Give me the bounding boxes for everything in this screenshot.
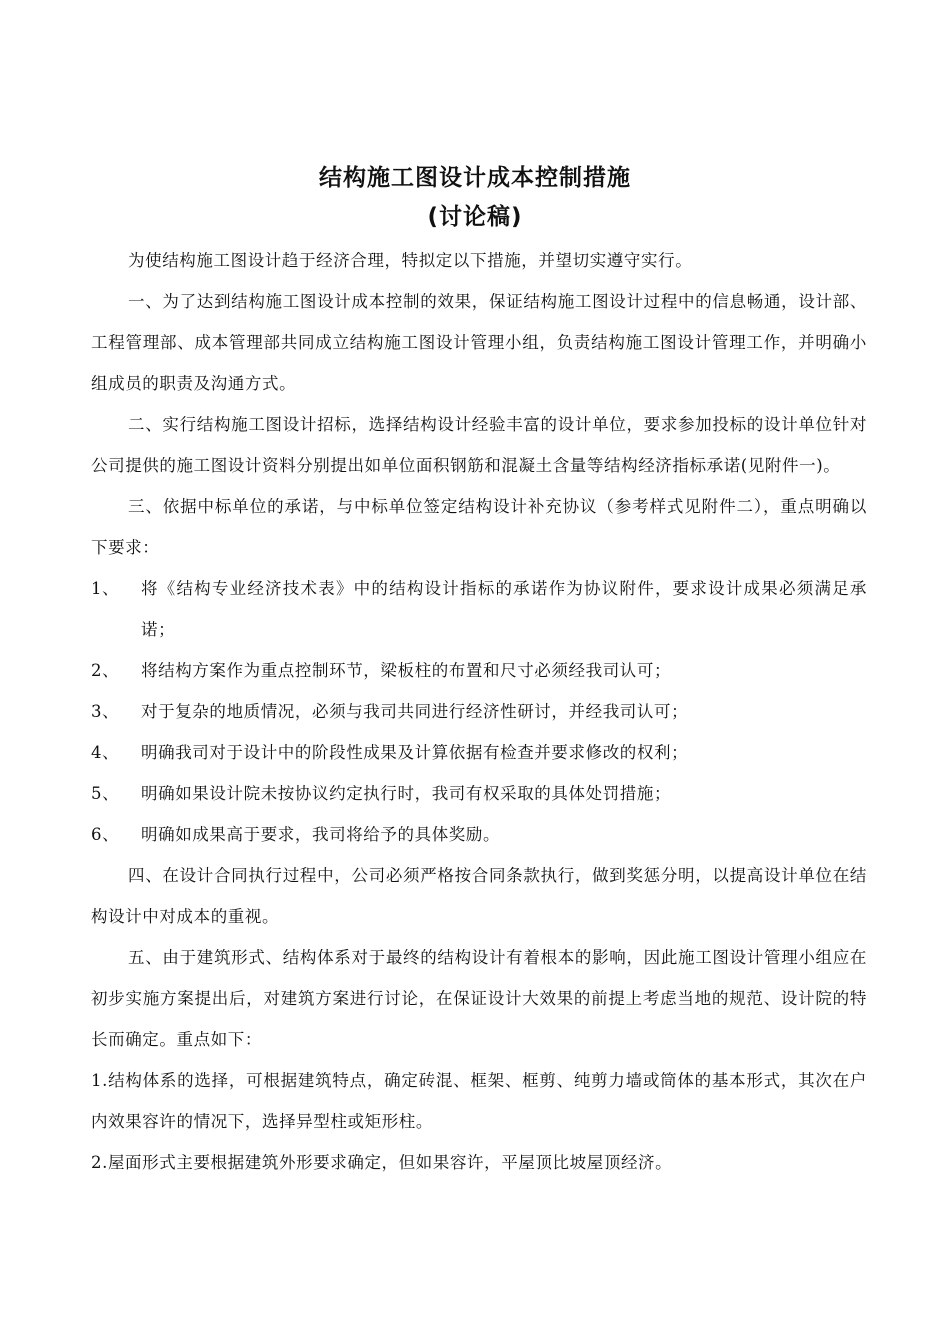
list-item [91,773,867,814]
list-item-number: 4、 [91,743,120,762]
list-item-number: 5、 [91,784,120,803]
section-4-paragraph: 四、在设计合同执行过程中，公司必须严格按合同条款执行，做到奖惩分明，以提高设计单位在结构设计中对成本的重视。 [91,866,867,926]
list-item-text: 明确我司对于设计中的阶段性成果及计算依据有检查并要求修改的权利； [141,743,689,762]
list-item-text: 明确如成果高于要求，我司将给予的具体奖励。 [141,825,501,844]
document-title: 结构施工图设计成本控制措施 [319,165,631,191]
section-5-paragraph: 五、由于建筑形式、结构体系对于最终的结构设计有着根本的影响，因此施工图设计管理小组应在初步实施方案提出后，对建筑方案进行讨论，在保证设计大效果的前提上考虑当地的规范、设计院的特长而确定。重点如下： [91,948,867,1049]
list-item [91,732,867,773]
section-3-paragraph: 三、依据中标单位的承诺，与中标单位签定结构设计补充协议（参考样式见附件二），重点明确以下要求： [91,497,867,557]
intro-paragraph: 为使结构施工图设计趋于经济合理，特拟定以下措施，并望切实遵守实行。 [128,251,693,270]
list-item-number: 1、 [91,579,120,598]
list-item-text: 将《结构专业经济技术表》中的结构设计指标的承诺作为协议附件，要求设计成果必须满足承诺； [141,579,867,639]
section-1-paragraph: 一、为了达到结构施工图设计成本控制的效果，保证结构施工图设计过程中的信息畅通，设计部、工程管理部、成本管理部共同成立结构施工图设计管理小组，负责结构施工图设计管理工作，并明确小组成员的职责及沟通方式。 [91,292,867,393]
point-2-paragraph: 2.屋面形式主要根据建筑外形要求确定，但如果容许，平屋顶比坡屋顶经济。 [91,1153,673,1172]
point-1-paragraph: 1.结构体系的选择，可根据建筑特点，确定砖混、框架、框剪、纯剪力墙或筒体的基本形式，其次在户内效果容许的情况下，选择异型柱或矩形柱。 [91,1071,867,1131]
list-item-number: 6、 [91,825,120,844]
list-item [91,691,867,732]
list-item-text: 对于复杂的地质情况，必须与我司共同进行经济性研讨，并经我司认可； [141,702,689,721]
document-subtitle: (讨论稿) [427,204,523,230]
list-item [91,814,867,855]
list-item-text: 明确如果设计院未按协议约定执行时，我司有权采取的具体处罚措施； [141,784,672,803]
document-body [91,240,867,1183]
list-item-number: 3、 [91,702,120,721]
list-item-text: 将结构方案作为重点控制环节，梁板柱的布置和尺寸必须经我司认可； [141,661,672,680]
requirements-list [91,568,867,855]
section-2-paragraph: 二、实行结构施工图设计招标，选择结构设计经验丰富的设计单位，要求参加投标的设计单位针对公司提供的施工图设计资料分别提出如单位面积钢筋和混凝土含量等结构经济指标承诺(见附件一)。 [91,415,867,475]
list-item-number: 2、 [91,661,120,680]
list-item [91,650,867,691]
list-item [91,568,867,650]
